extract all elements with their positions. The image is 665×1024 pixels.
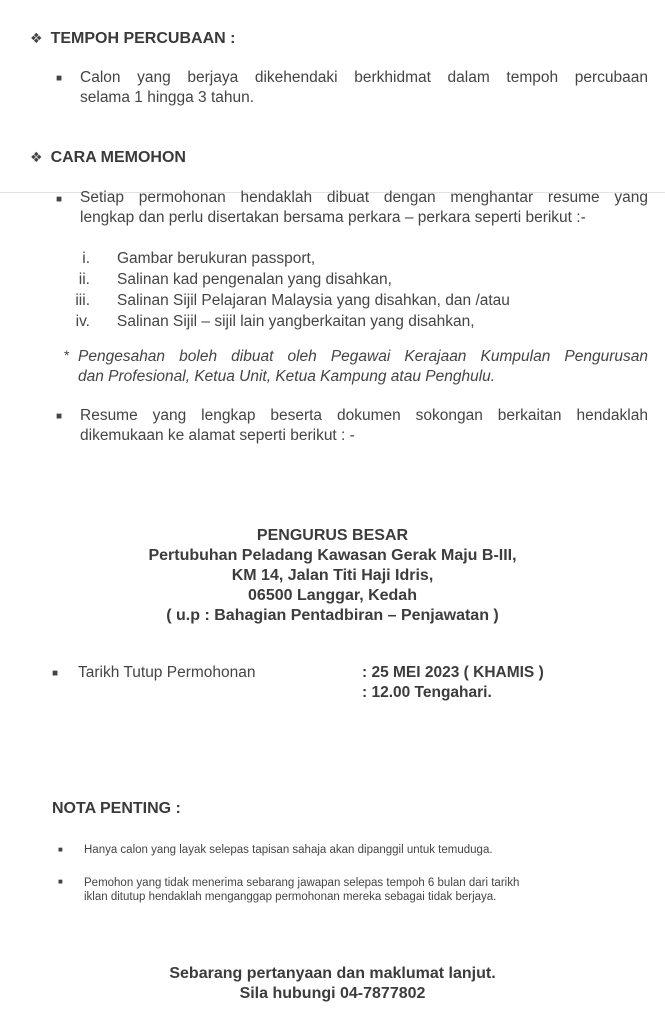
list-item: Salinan Sijil – sijil lain yangberkaitan yang disahkan, (117, 313, 475, 330)
list-number: i. (82, 250, 90, 267)
note-text: Pengesahan boleh dibuat oleh Pegawai Kerajaan Kumpulan Pengurusan dan Profesional, Ketua Unit, Ketua Kampung atau Penghulu. (78, 348, 648, 385)
address-line: 06500 Langgar, Kedah (248, 587, 417, 604)
address-line: KM 14, Jalan Titi Haji Idris, (231, 567, 434, 584)
footer-contact (0, 964, 665, 1004)
nota-heading: NOTA PENTING : (52, 800, 181, 817)
tempoh-text: Calon yang berjaya dikehendaki berkhidmat dalam tempoh percubaan selama 1 hingga 3 tahun. (80, 69, 648, 106)
list-item: Salinan Sijil Pelajaran Malaysia yang disahkan, dan /atau (117, 292, 510, 309)
resume-text: Resume yang lengkap beserta dokumen sokongan berkaitan hendaklah dikemukaan ke alamat seperti berikut : - (80, 407, 648, 444)
address-line: PENGURUS BESAR (256, 527, 409, 544)
square-bullet-icon: ■ (56, 194, 63, 205)
list-item: Salinan kad pengenalan yang disahkan, (117, 271, 392, 288)
square-bullet-icon: ■ (58, 845, 63, 854)
cara-heading-text: CARA MEMOHON (50, 149, 186, 166)
address-line: ( u.p : Bahagian Pentadbiran – Penjawatan ) (166, 607, 499, 624)
nota-item: Pemohon yang tidak menerima sebarang jawapan selepas tempoh 6 bulan dari tarikh iklan ditutup hendaklah menganggap permohonan mereka sebagai tidak berjaya. (84, 877, 520, 903)
cara-heading (30, 149, 186, 167)
address-block (0, 526, 665, 626)
tempoh-heading-text: TEMPOH PERCUBAAN : (50, 30, 236, 47)
closing-date: : 25 MEI 2023 ( KHAMIS ) (362, 664, 544, 681)
address-line: Pertubuhan Peladang Kawasan Gerak Maju B-III, (148, 547, 517, 564)
list-number: iii. (75, 292, 90, 309)
diamond-bullet-icon: ❖ (30, 30, 43, 46)
square-bullet-icon: ■ (58, 877, 63, 886)
square-bullet-icon: ■ (56, 411, 63, 422)
note-asterisk: * (64, 347, 70, 363)
list-item: Gambar berukuran passport, (117, 250, 316, 267)
list-number: ii. (78, 271, 90, 288)
footer-line: Sila hubungi 04-7877802 (239, 985, 426, 1002)
closing-time: : 12.00 Tengahari. (362, 684, 492, 701)
square-bullet-icon: ■ (52, 668, 59, 679)
footer-line: Sebarang pertanyaan dan maklumat lanjut. (169, 965, 496, 982)
square-bullet-icon: ■ (56, 73, 63, 84)
list-number: iv. (75, 313, 90, 330)
nota-item: Hanya calon yang layak selepas tapisan sahaja akan dipanggil untuk temuduga. (84, 844, 493, 856)
closing-label: Tarikh Tutup Permohonan (78, 664, 256, 681)
cara-text: Setiap permohonan hendaklah dibuat dengan menghantar resume yang lengkap dan perlu disertakan bersama perkara – perkara seperti berikut :- (80, 189, 648, 226)
diamond-bullet-icon: ❖ (30, 149, 43, 165)
tempoh-heading (30, 30, 235, 48)
